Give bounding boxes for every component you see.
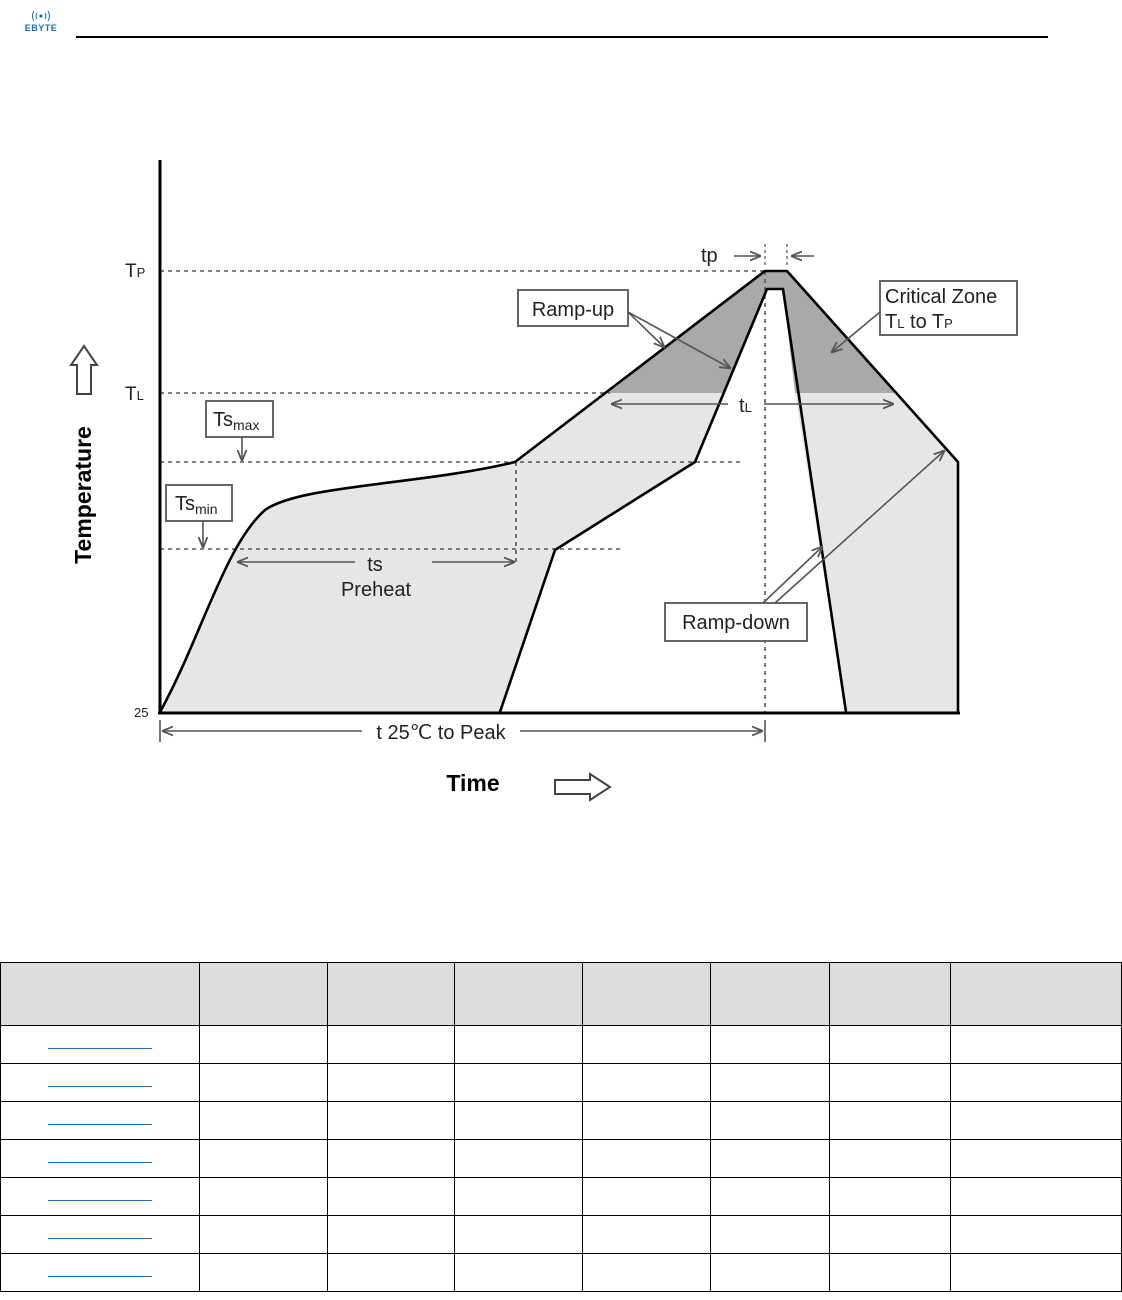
table-row — [1, 1254, 1122, 1292]
ramp-up-label: Ramp-up — [531, 299, 615, 321]
ts-label: ts — [367, 554, 383, 576]
tp-window-label: tp — [701, 245, 718, 267]
row-link[interactable] — [48, 1190, 152, 1201]
table-header-cell — [200, 963, 328, 1026]
row-link[interactable] — [48, 1266, 152, 1277]
table-header-cell — [1, 963, 200, 1026]
table-header-row — [1, 963, 1122, 1026]
row-link[interactable] — [48, 1076, 152, 1087]
table-header-cell — [951, 963, 1122, 1026]
critical-zone-region — [608, 271, 895, 393]
x-axis-title: Time — [446, 770, 500, 796]
table-row — [1, 1026, 1122, 1064]
row-link[interactable] — [48, 1152, 152, 1163]
up-arrow-icon — [71, 346, 97, 394]
table-header-cell — [328, 963, 455, 1026]
ramp-down-label: Ramp-down — [682, 612, 790, 634]
y-axis-title: Temperature — [70, 426, 96, 564]
table-row — [1, 1216, 1122, 1254]
process-region — [160, 393, 723, 712]
row-link[interactable] — [48, 1114, 152, 1125]
ts-max-label: $Ts_{max}$ — [213, 409, 260, 433]
row-link[interactable] — [48, 1038, 152, 1049]
ts-min-label: $Ts_{min}$ — [175, 493, 218, 517]
critical-zone-range: TL to TP — [885, 311, 953, 333]
tl-level-label: TL — [125, 384, 144, 405]
table-row — [1, 1064, 1122, 1102]
table-row — [1, 1102, 1122, 1140]
t25-label: t 25℃ to Peak — [376, 722, 506, 744]
preheat-label: Preheat — [340, 579, 412, 601]
critical-zone-title: Critical Zone — [885, 286, 998, 308]
base-temp-label: 25 — [134, 705, 149, 720]
table-row — [1, 1140, 1122, 1178]
right-arrow-icon — [555, 774, 610, 800]
table-row — [1, 1178, 1122, 1216]
cooling-region — [795, 393, 958, 712]
table-header-cell — [830, 963, 951, 1026]
brand-name: EBYTE — [24, 23, 58, 33]
ramp-down-arrow-1 — [763, 547, 822, 603]
profile-table — [0, 962, 1121, 1292]
table-header-cell — [583, 963, 711, 1026]
row-link[interactable] — [48, 1228, 152, 1239]
table-header-cell — [455, 963, 583, 1026]
reflow-table — [0, 962, 1122, 1292]
tl-window-label: tL — [739, 395, 752, 417]
tp-level-label: TP — [125, 261, 146, 282]
table-header-cell — [711, 963, 830, 1026]
